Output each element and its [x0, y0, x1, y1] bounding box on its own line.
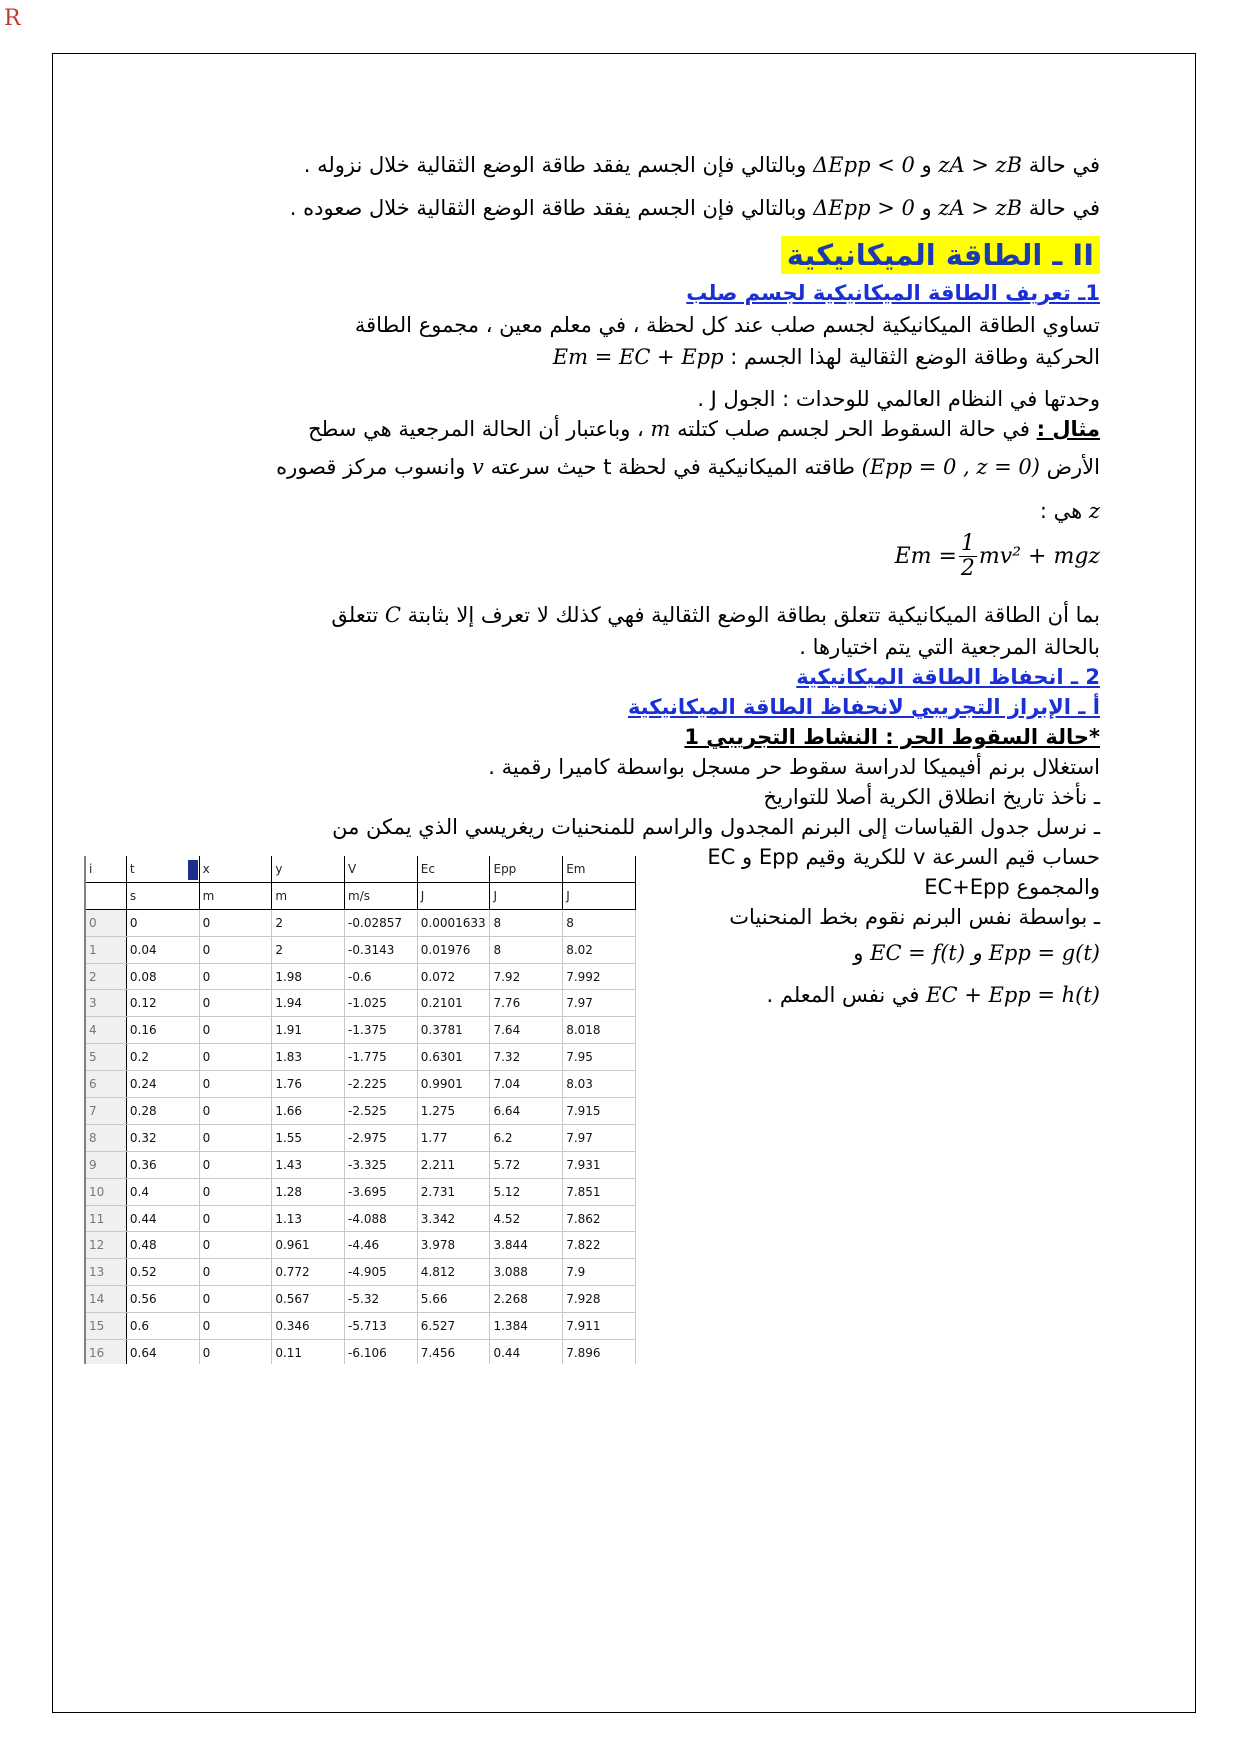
data-cell[interactable]: 0.28	[126, 1098, 199, 1125]
data-cell[interactable]: -1.025	[345, 990, 418, 1017]
data-cell[interactable]: 3.088	[490, 1259, 563, 1286]
example-label: مثال :	[1036, 417, 1100, 441]
header-cell[interactable]: Epp	[490, 856, 563, 882]
data-cell[interactable]: 7.928	[563, 1286, 636, 1313]
unit-cell[interactable]: s	[126, 882, 199, 909]
header-cell[interactable]: x	[199, 856, 272, 882]
data-grid-wrapper	[84, 856, 638, 1364]
unit-cell[interactable]: J	[490, 882, 563, 909]
data-cell[interactable]: 0.12	[126, 990, 199, 1017]
table-row[interactable]	[86, 1178, 636, 1205]
line-ascent: في حالة zA > zB و ΔEpp > 0 وبالتالي فإن الجسم يفقد طاقة الوضع الثقالية خلال صعوده .	[290, 193, 1100, 223]
paragraph-5: والمجموع EC+Epp	[924, 875, 1100, 899]
definition-line-2: الحركية وطاقة الوضع الثقالية لهذا الجسم : Em = EC + Epp	[553, 342, 1100, 372]
math-z-compare: zA > zB	[938, 153, 1023, 177]
data-cell[interactable]: 0.072	[417, 963, 490, 990]
table-row[interactable]	[86, 1340, 636, 1364]
paragraph-8: EC + Epp = h(t) في نفس المعلم .	[767, 980, 1100, 1010]
data-cell[interactable]: 6	[86, 1071, 126, 1098]
data-cell[interactable]: 2.731	[417, 1178, 490, 1205]
data-cell[interactable]: 0.4	[126, 1178, 199, 1205]
paragraph-4: حساب قيم السرعة v للكرية وقيم Epp و EC	[707, 845, 1100, 869]
table-row[interactable]	[86, 1151, 636, 1178]
data-cell[interactable]: -1.775	[345, 1044, 418, 1071]
math-em-definition: Em = EC + Epp	[552, 345, 724, 369]
data-cell[interactable]: 0.0001633	[417, 909, 490, 936]
data-cell[interactable]: 0.772	[272, 1259, 345, 1286]
math-delta-epp-negative: ΔEpp < 0	[813, 153, 915, 177]
data-cell[interactable]: 0	[86, 909, 126, 936]
math-delta-epp-positive: ΔEpp > 0	[813, 196, 915, 220]
data-cell[interactable]: 1.66	[272, 1098, 345, 1125]
data-cell[interactable]: 1.83	[272, 1044, 345, 1071]
data-cell[interactable]: 6.2	[490, 1124, 563, 1151]
data-cell[interactable]: 0	[199, 909, 272, 936]
data-cell[interactable]: 7	[86, 1098, 126, 1125]
subheading-conservation: 2 ـ انحفاظ الطاقة الميكانيكية	[796, 665, 1100, 689]
table-header-row[interactable]	[86, 856, 636, 882]
paragraph-2: ـ نأخذ تاريخ انطلاق الكرية أصلا للتواريخ	[763, 785, 1100, 809]
data-cell[interactable]: 0	[199, 1044, 272, 1071]
data-cell[interactable]: -0.3143	[345, 936, 418, 963]
subheading-experimental: أ ـ الإبراز التجريبي لانحفاظ الطاقة الميكانيكية	[627, 695, 1100, 719]
data-cell[interactable]: 2.268	[490, 1286, 563, 1313]
data-cell[interactable]: 0.04	[126, 936, 199, 963]
example-line-2: الأرض (Epp = 0 , z = 0) طاقته الميكانيكية في لحظة t حيث سرعته v وانسوب مركز قصوره	[276, 452, 1100, 482]
section-heading	[781, 240, 1100, 273]
data-cell[interactable]: 1.91	[272, 1017, 345, 1044]
math-curve-sum: EC + Epp = h(t)	[926, 983, 1100, 1007]
data-cell[interactable]: 14	[86, 1286, 126, 1313]
data-cell[interactable]: 11	[86, 1205, 126, 1232]
data-cell[interactable]: 0	[199, 1286, 272, 1313]
paragraph-6: ـ بواسطة نفس البرنم نقوم بخط المنحنيات	[729, 905, 1100, 929]
data-cell[interactable]: 7.32	[490, 1044, 563, 1071]
data-cell[interactable]: 0.56	[126, 1286, 199, 1313]
data-cell[interactable]: 12	[86, 1232, 126, 1259]
data-cell[interactable]: 0	[199, 1205, 272, 1232]
unit-cell[interactable]: J	[563, 882, 636, 909]
data-cell[interactable]: 1.77	[417, 1124, 490, 1151]
data-cell[interactable]: 0.01976	[417, 936, 490, 963]
data-cell[interactable]: 0	[199, 1178, 272, 1205]
data-cell[interactable]: 4.52	[490, 1205, 563, 1232]
data-cell[interactable]: 2	[272, 909, 345, 936]
data-cell[interactable]: 0	[199, 1124, 272, 1151]
data-cell[interactable]: 0.2101	[417, 990, 490, 1017]
table-row[interactable]	[86, 1313, 636, 1340]
data-cell[interactable]: 7.64	[490, 1017, 563, 1044]
data-cell[interactable]: 1.275	[417, 1098, 490, 1125]
data-cell[interactable]: 0.567	[272, 1286, 345, 1313]
unit-line: وحدتها في النظام العالمي للوحدات : الجول J .	[697, 387, 1100, 411]
data-cell[interactable]: -1.375	[345, 1017, 418, 1044]
data-cell[interactable]: -4.46	[345, 1232, 418, 1259]
line-descent: في حالة zA > zB و ΔEpp < 0 وبالتالي فإن الجسم يفقد طاقة الوضع الثقالية خلال نزوله .	[304, 150, 1100, 180]
data-cell[interactable]: 0	[199, 1259, 272, 1286]
data-cell[interactable]: -2.225	[345, 1071, 418, 1098]
data-cell[interactable]: 5.72	[490, 1151, 563, 1178]
paragraph-7: EC = f(t) و Epp = g(t) و	[853, 938, 1100, 968]
data-cell[interactable]: 15	[86, 1313, 126, 1340]
measurement-table[interactable]	[86, 856, 636, 1364]
table-row[interactable]	[86, 1286, 636, 1313]
heading-mechanical-energy: II ـ الطاقة الميكانيكية	[781, 236, 1100, 274]
formula-fraction: $\frac{1}{2}$	[960, 531, 975, 581]
data-cell[interactable]: 9	[86, 1151, 126, 1178]
data-cell[interactable]: 5	[86, 1044, 126, 1071]
data-cell[interactable]: 7.04	[490, 1071, 563, 1098]
data-cell[interactable]: 0	[199, 1232, 272, 1259]
math-reference-state: (Epp = 0 , z = 0)	[861, 455, 1040, 479]
data-cell[interactable]: 0.44	[126, 1205, 199, 1232]
data-cell[interactable]: 1.55	[272, 1124, 345, 1151]
table-row[interactable]	[86, 1071, 636, 1098]
data-cell[interactable]: 2	[86, 963, 126, 990]
data-cell[interactable]: 6.64	[490, 1098, 563, 1125]
data-cell[interactable]: 7.911	[563, 1313, 636, 1340]
data-cell[interactable]: 3	[86, 990, 126, 1017]
data-cell[interactable]: 1.28	[272, 1178, 345, 1205]
data-cell[interactable]: 1.43	[272, 1151, 345, 1178]
header-cell[interactable]: V	[345, 856, 418, 882]
math-z-compare-2: zA > zB	[938, 196, 1023, 220]
data-cell[interactable]: 8	[563, 909, 636, 936]
data-cell[interactable]: -0.6	[345, 963, 418, 990]
data-cell[interactable]: 0.961	[272, 1232, 345, 1259]
table-row[interactable]	[86, 1017, 636, 1044]
data-cell[interactable]: 0.346	[272, 1313, 345, 1340]
data-cell[interactable]: 7.992	[563, 963, 636, 990]
data-cell[interactable]: 1.13	[272, 1205, 345, 1232]
table-units-row[interactable]	[86, 882, 636, 909]
data-cell[interactable]: 1.384	[490, 1313, 563, 1340]
data-cell[interactable]: 0	[199, 990, 272, 1017]
table-row[interactable]	[86, 1232, 636, 1259]
math-curves-ec-epp: EC = f(t) و Epp = g(t)	[870, 941, 1100, 965]
data-cell[interactable]: 13	[86, 1259, 126, 1286]
data-cell[interactable]: 8.02	[563, 936, 636, 963]
data-cell[interactable]: 2.211	[417, 1151, 490, 1178]
column-resize-cursor-icon	[188, 860, 198, 880]
data-cell[interactable]: 0	[199, 936, 272, 963]
data-cell[interactable]: 1	[86, 936, 126, 963]
data-cell[interactable]: 0	[199, 963, 272, 990]
data-cell[interactable]: -2.975	[345, 1124, 418, 1151]
example-line-3: z هي :	[1039, 499, 1100, 523]
data-cell[interactable]: 3.844	[490, 1232, 563, 1259]
data-cell[interactable]: 7.97	[563, 1124, 636, 1151]
header-cell[interactable]: i	[86, 856, 126, 882]
table-row[interactable]	[86, 1205, 636, 1232]
data-cell[interactable]: 7.915	[563, 1098, 636, 1125]
data-cell[interactable]: 0.11	[272, 1340, 345, 1364]
subheading-definition: 1ـ تعريف الطاقة الميكانيكية لجسم صلب	[686, 281, 1100, 305]
data-cell[interactable]: 7.851	[563, 1178, 636, 1205]
data-cell[interactable]: 0	[199, 1313, 272, 1340]
data-cell[interactable]: 4.812	[417, 1259, 490, 1286]
data-cell[interactable]: 0.64	[126, 1340, 199, 1364]
header-cell[interactable]: t	[126, 856, 199, 882]
table-row[interactable]	[86, 909, 636, 936]
definition-line-1: تساوي الطاقة الميكانيكية لجسم صلب عند كل لحظة ، في معلم معين ، مجموع الطاقة	[354, 313, 1100, 337]
example-line-1: مثال : في حالة السقوط الحر لجسم صلب كتلته m ، وباعتبار أن الحالة المرجعية هي سطح	[308, 417, 1100, 441]
data-cell[interactable]: 0.9901	[417, 1071, 490, 1098]
unit-cell[interactable]: J	[417, 882, 490, 909]
data-cell[interactable]: -2.525	[345, 1098, 418, 1125]
paragraph-1: استغلال برنم أفيميكا لدراسة سقوط حر مسجل بواسطة كاميرا رقمية .	[488, 755, 1100, 779]
table-row[interactable]	[86, 990, 636, 1017]
data-cell[interactable]: 7.862	[563, 1205, 636, 1232]
activity-title: *حالة السقوط الحر : النشاط التجريبي 1	[684, 725, 1100, 749]
data-cell[interactable]: 7.9	[563, 1259, 636, 1286]
paragraph-3: ـ نرسل جدول القياسات إلى البرنم المجدول والراسم للمنحنيات ريغريسي الذي يمكن من	[332, 815, 1100, 839]
table-row[interactable]	[86, 1124, 636, 1151]
data-cell[interactable]: 7.896	[563, 1340, 636, 1364]
data-cell[interactable]: 8	[490, 936, 563, 963]
data-cell[interactable]: 6.527	[417, 1313, 490, 1340]
table-row[interactable]	[86, 936, 636, 963]
data-cell[interactable]: -3.325	[345, 1151, 418, 1178]
data-cell[interactable]: 5.66	[417, 1286, 490, 1313]
unit-cell[interactable]: m/s	[345, 882, 418, 909]
data-cell[interactable]: 0.08	[126, 963, 199, 990]
data-cell[interactable]: 0	[199, 1340, 272, 1364]
data-cell[interactable]: 0.6	[126, 1313, 199, 1340]
data-cell[interactable]: 0.52	[126, 1259, 199, 1286]
data-cell[interactable]: 7.931	[563, 1151, 636, 1178]
header-cell[interactable]: y	[272, 856, 345, 882]
data-cell[interactable]: 8.018	[563, 1017, 636, 1044]
data-cell[interactable]: 7.822	[563, 1232, 636, 1259]
table-row[interactable]	[86, 1098, 636, 1125]
data-cell[interactable]: 7.456	[417, 1340, 490, 1364]
formula-em: Em = $\frac{1}{2}$ mv² + mgz	[894, 531, 1100, 581]
data-cell[interactable]: 8	[86, 1124, 126, 1151]
data-cell[interactable]: 0.3781	[417, 1017, 490, 1044]
data-cell[interactable]: 0.48	[126, 1232, 199, 1259]
data-cell[interactable]: -0.02857	[345, 909, 418, 936]
data-cell[interactable]: 4	[86, 1017, 126, 1044]
data-cell[interactable]: 0	[199, 1071, 272, 1098]
data-cell[interactable]: -6.106	[345, 1340, 418, 1364]
data-cell[interactable]: 0.6301	[417, 1044, 490, 1071]
data-cell[interactable]: 0.36	[126, 1151, 199, 1178]
data-cell[interactable]: 7.92	[490, 963, 563, 990]
data-cell[interactable]: 16	[86, 1340, 126, 1364]
data-cell[interactable]: -4.905	[345, 1259, 418, 1286]
unit-cell[interactable]	[86, 882, 126, 909]
data-cell[interactable]: 8.03	[563, 1071, 636, 1098]
table-row[interactable]	[86, 1044, 636, 1071]
unit-cell[interactable]: m	[272, 882, 345, 909]
header-cell[interactable]: Ec	[417, 856, 490, 882]
data-cell[interactable]: 8	[490, 909, 563, 936]
data-cell[interactable]: 1.76	[272, 1071, 345, 1098]
data-cell[interactable]: 3.978	[417, 1232, 490, 1259]
data-cell[interactable]: -5.32	[345, 1286, 418, 1313]
data-cell[interactable]: -4.088	[345, 1205, 418, 1232]
header-cell[interactable]: Em	[563, 856, 636, 882]
data-cell[interactable]: 0	[199, 1017, 272, 1044]
constant-line-2: بالحالة المرجعية التي يتم اختيارها .	[799, 635, 1100, 659]
data-cell[interactable]: 0.32	[126, 1124, 199, 1151]
data-cell[interactable]: 0	[199, 1151, 272, 1178]
data-cell[interactable]: 2	[272, 936, 345, 963]
table-row[interactable]	[86, 963, 636, 990]
corner-mark: R	[4, 6, 21, 31]
table-row[interactable]	[86, 1259, 636, 1286]
data-cell[interactable]: 7.95	[563, 1044, 636, 1071]
data-cell[interactable]: 5.12	[490, 1178, 563, 1205]
constant-line-1: بما أن الطاقة الميكانيكية تتعلق بطاقة الوضع الثقالية فهي كذلك لا تعرف إلا بثابتة C تتعلق	[331, 603, 1100, 627]
data-cell[interactable]: 1.98	[272, 963, 345, 990]
data-cell[interactable]: 7.76	[490, 990, 563, 1017]
data-cell[interactable]: 0	[199, 1098, 272, 1125]
data-cell[interactable]: 0.44	[490, 1340, 563, 1364]
data-cell[interactable]: 0.16	[126, 1017, 199, 1044]
data-cell[interactable]: 7.97	[563, 990, 636, 1017]
data-cell[interactable]: -3.695	[345, 1178, 418, 1205]
data-cell[interactable]: 10	[86, 1178, 126, 1205]
data-cell[interactable]: 0.24	[126, 1071, 199, 1098]
data-cell[interactable]: 0	[126, 909, 199, 936]
unit-cell[interactable]: m	[199, 882, 272, 909]
data-cell[interactable]: -5.713	[345, 1313, 418, 1340]
data-cell[interactable]: 1.94	[272, 990, 345, 1017]
data-cell[interactable]: 3.342	[417, 1205, 490, 1232]
data-cell[interactable]: 0.2	[126, 1044, 199, 1071]
